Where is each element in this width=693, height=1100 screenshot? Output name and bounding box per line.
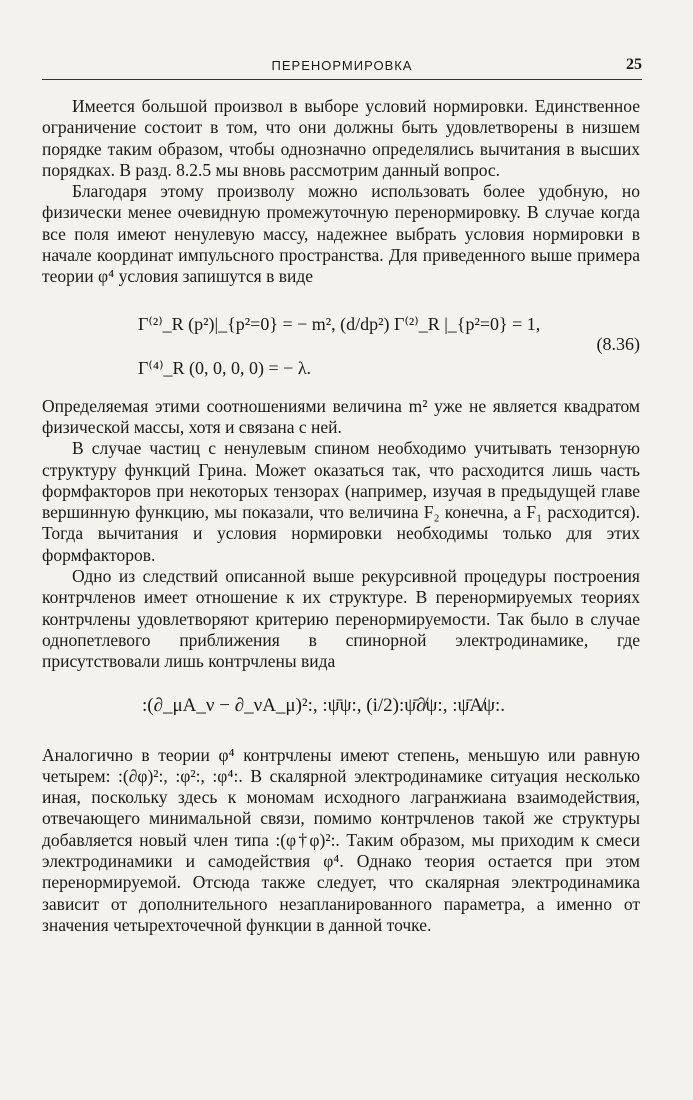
page-number: 25 (626, 56, 642, 73)
paragraph-1: Имеется большой произвол в выборе условий нормировки. Единственное ограничение состоит в том, что они должны быть удовлетворены в низшем порядке таким образом, чтобы однозначно определялись вычитания в высших порядках. В разд. 8.2.5 мы вновь рассмотрим данный вопрос. (42, 96, 640, 180)
equation-8-36 (42, 288, 640, 396)
page-header (42, 54, 642, 80)
running-title: ПЕРЕНОРМИРОВКА (271, 58, 413, 73)
paragraph-4: В случае частиц с ненулевым спином необходимо учитывать тензорную структуру функций Грина. Может оказаться так, что расходится лишь часть формфакторов при некоторых тензорах (например, изучая в предыдущей главе вершинную функцию, мы показали, что величина F₂ конечна, а F₁ расходится). Тогда вычитания и условия нормировки необходимы только для этих формфакторов. (42, 438, 640, 565)
paragraph-2: Благодаря этому произволу можно использовать более удобную, но физически менее очевидную промежуточную перенормировку. В случае когда все поля имеют ненулевую массу, надежнее выбрать условия нормировки в начале координат импульсного пространства. Для приведенного выше примера теории φ⁴ условия запишутся в виде (42, 181, 640, 287)
equation-line-2: Γ⁽⁴⁾_R (0, 0, 0, 0) = − λ. (138, 357, 312, 378)
counterterms-formula: :(∂_μA_ν − ∂_νA_μ)²:, :ψ̄ψ:, (i/2):ψ̄∂̸ψ:, :ψ̄A̸ψ:. (142, 694, 506, 716)
paragraph-6: Аналогично в теории φ⁴ контрчлены имеют степень, меньшую или равную четырем: :(∂φ)²:, :φ²:, :φ⁴:. В скалярной электродинамике ситуация несколько иная, поскольку здесь к мономам исходного лагранжиана взаимодействия, отвечающего минимальной связи, помимо контрчленов такой же структуры добавляется новый член типа :(φ†φ)²:. Таким образом, мы приходим к смеси электродинамики и самодействия φ⁴. Однако теория остается при этом перенормируемой. Отсюда также следует, что скалярная электродинамика зависит от дополнительного незапланированного параметра, а именно от значения четырехточечной функции в данной точке. (42, 744, 640, 935)
page-body (42, 96, 640, 936)
paragraph-3: Определяемая этими соотношениями величина m² уже не является квадратом физической массы, хотя и связана с ней. (42, 395, 640, 437)
equation-line-1: Γ⁽²⁾_R (p²)|_{p²=0} = − m², (d/dp²) Γ⁽²⁾_R |_{p²=0} = 1, (138, 313, 541, 334)
paragraph-5: Одно из следствий описанной выше рекурсивной процедуры построения контрчленов имеет отношение к их структуре. В перенормируемых теориях контрчлены удовлетворяют критерию перенормируемости. Так было в случае однопетлевого приближения в спинорной электродинамике, где присутствовали лишь контрчлены вида (42, 566, 640, 672)
header-rule (42, 79, 642, 80)
equation-number: (8.36) (596, 333, 640, 354)
counterterms-equation (42, 673, 640, 745)
